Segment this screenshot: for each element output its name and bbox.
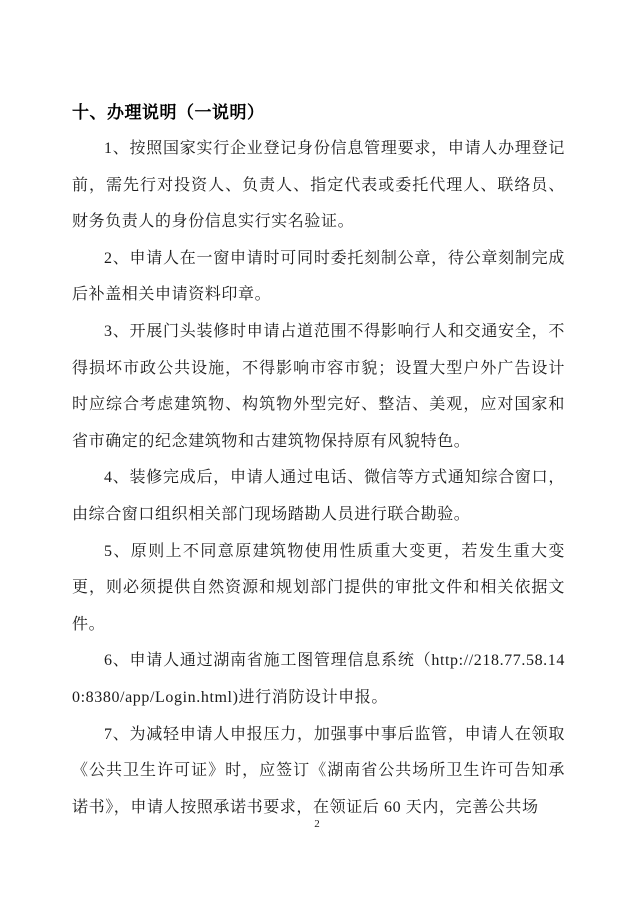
paragraph-7: 7、为减轻申请人申报压力，加强事中事后监管，申请人在领取《公共卫生许可证》时，应签订《湖南省公共场所卫生许可告知承诺书》，申请人按照承诺书要求，在领证后 60 天内，完善公共场 <box>72 725 565 816</box>
document-body <box>72 94 565 826</box>
paragraph-4: 4、装修完成后，申请人通过电话、微信等方式通知综合窗口，由综合窗口组织相关部门现场踏勘人员进行联合勘验。 <box>72 469 565 523</box>
section-heading: 十、办理说明（一说明） <box>72 103 265 122</box>
paragraph-6: 6、申请人通过湖南省施工图管理信息系统（http://218.77.58.140:8380/app/Login.html)进行消防设计申报。 <box>72 652 565 706</box>
paragraph-1: 1、按照国家实行企业登记身份信息管理要求，申请人办理登记前，需先行对投资人、负责人、指定代表或委托代理人、联络员、财务负责人的身份信息实行实名验证。 <box>72 140 565 231</box>
paragraph-5: 5、原则上不同意原建筑物使用性质重大变更，若发生重大变更，则必须提供自然资源和规划部门提供的审批文件和相关依据文件。 <box>72 542 565 633</box>
paragraph-3: 3、开展门头装修时申请占道范围不得影响行人和交通安全，不得损坏市政公共设施，不得影响市容市貌；设置大型户外广告设计时应综合考虑建筑物、构筑物外型完好、整洁、美观，应对国家和省市确定的纪念建筑物和古建筑物保持原有风貌特色。 <box>72 322 565 450</box>
paragraph-2: 2、申请人在一窗申请时可同时委托刻制公章，待公章刻制完成后补盖相关申请资料印章。 <box>72 249 565 304</box>
page-number: 2 <box>314 818 320 830</box>
